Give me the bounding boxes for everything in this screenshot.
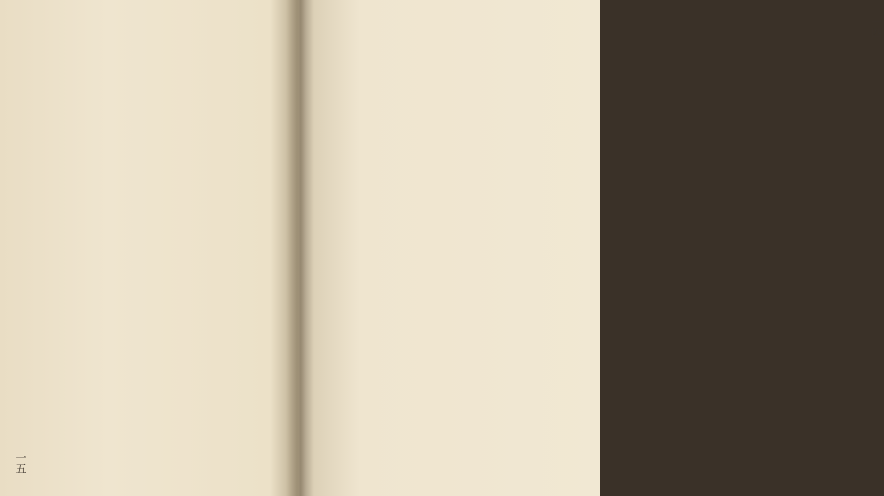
text-column: [489, 40, 504, 440]
text-column: [372, 40, 387, 440]
text-column: [41, 40, 56, 440]
text-column: [117, 40, 132, 440]
text-column: [136, 40, 151, 440]
text-column: [60, 40, 75, 440]
text-column: [22, 40, 37, 440]
text-column: [269, 40, 284, 440]
text-column: [469, 40, 484, 440]
text-column: [98, 40, 113, 440]
right-page: [300, 0, 883, 496]
text-column: [528, 40, 543, 440]
text-column: [334, 40, 349, 440]
text-column: [450, 40, 465, 440]
text-column: [231, 40, 246, 440]
text-column: [508, 40, 523, 440]
page-number: 一五: [14, 452, 27, 474]
text-column: [155, 40, 170, 440]
left-page: [0, 0, 296, 496]
text-column: [567, 40, 582, 440]
text-column: [250, 40, 265, 440]
text-column: [79, 40, 94, 440]
text-column: [174, 40, 189, 440]
text-column: [411, 40, 426, 440]
left-page-text: [22, 40, 284, 440]
page-number: 一四: [870, 16, 883, 38]
text-column: [392, 40, 407, 440]
right-page-text: [314, 40, 582, 440]
text-column: [353, 40, 368, 440]
text-column: [314, 40, 329, 440]
text-column: [212, 40, 227, 440]
text-column: [193, 40, 208, 440]
text-column: [431, 40, 446, 440]
text-column: [547, 40, 562, 440]
